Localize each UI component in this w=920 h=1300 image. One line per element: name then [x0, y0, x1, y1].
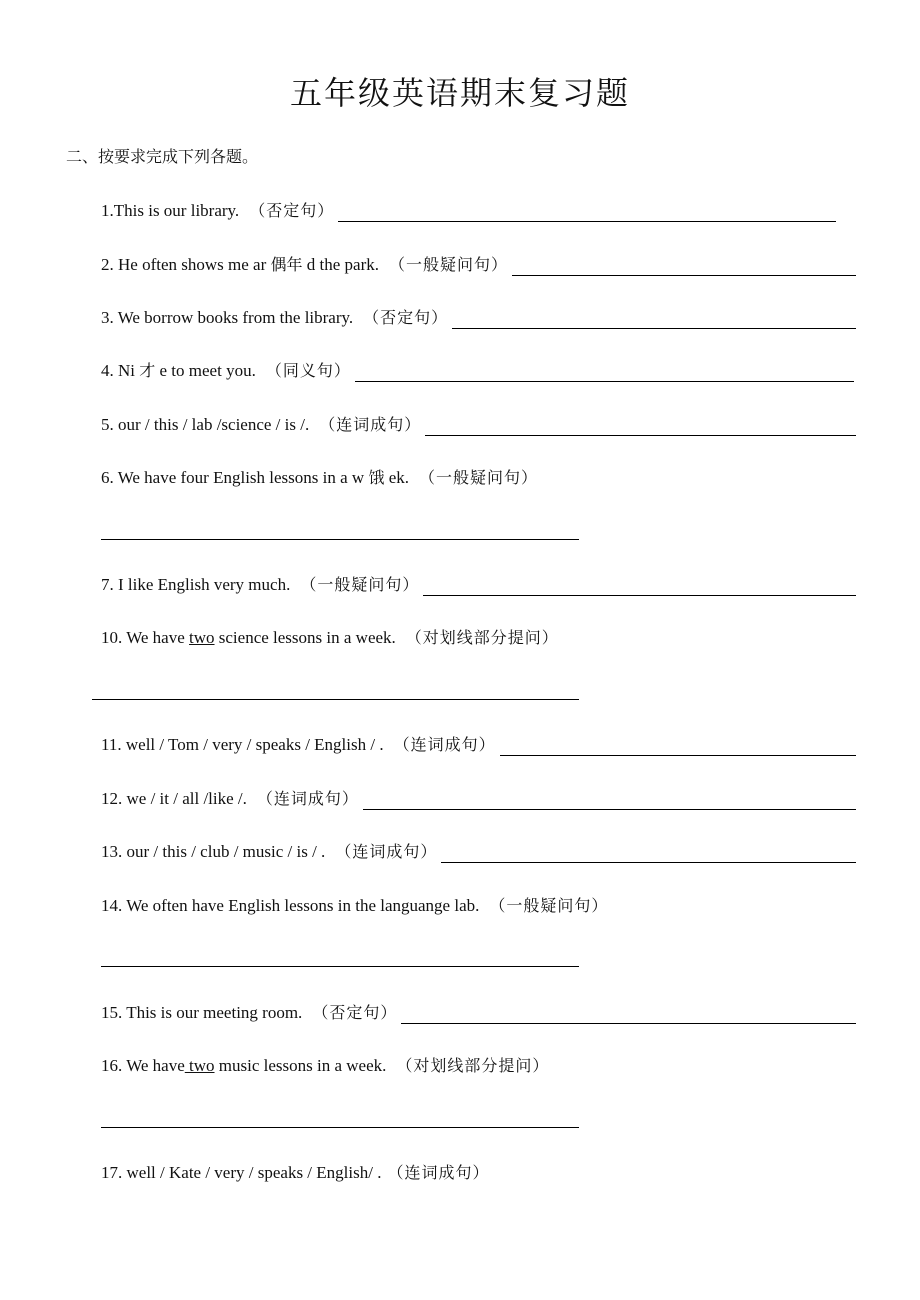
answer-line[interactable]: [452, 308, 856, 329]
question-hint: （一般疑问句）: [300, 575, 420, 594]
question-1: [101, 192, 836, 222]
answer-line[interactable]: [500, 735, 856, 756]
answer-line[interactable]: [423, 575, 856, 596]
question-text: 11. well / Tom / very / speaks / English / .: [101, 735, 384, 754]
question-text: 7. I like English very much.: [101, 575, 291, 594]
question-text: 16. We have two music lessons in a week.: [101, 1056, 387, 1075]
page-title: 五年级英语期末复习题: [289, 74, 630, 112]
question-14: [101, 887, 608, 917]
question-hint: （连词成句）: [387, 1163, 490, 1182]
answer-line[interactable]: [355, 361, 854, 382]
question-text: 1.This is our library.: [101, 201, 240, 220]
answer-line[interactable]: [363, 789, 856, 810]
question-hint: （一般疑问句）: [389, 255, 509, 274]
question-3: [101, 299, 856, 329]
question-text: 5. our / this / lab /science / is /.: [101, 415, 310, 434]
underlined-word: two: [189, 628, 215, 647]
underlined-word: two: [184, 1056, 215, 1075]
section-heading: 二、按要求完成下列各题。: [66, 147, 259, 166]
answer-line[interactable]: [338, 201, 836, 222]
answer-line[interactable]: [441, 842, 856, 863]
question-hint: （一般疑问句）: [419, 468, 539, 487]
question-text: 13. our / this / club / music / is / .: [101, 842, 326, 861]
question-hint: （否定句）: [363, 308, 449, 327]
question-16: [101, 1047, 549, 1077]
question-text: 4. Ni 才 e to meet you.: [101, 361, 256, 380]
answer-line[interactable]: [101, 1127, 579, 1128]
question-hint: （一般疑问句）: [489, 896, 609, 915]
answer-line[interactable]: [101, 539, 579, 540]
question-text: 2. He often shows me ar 偶年 d the park.: [101, 255, 379, 274]
question-11: [101, 726, 856, 756]
question-hint: （对划线部分提问）: [405, 628, 559, 647]
question-text: 10. We have two science lessons in a week.: [101, 628, 396, 647]
question-15: [101, 994, 856, 1024]
question-hint: （连词成句）: [256, 789, 359, 808]
question-text: 6. We have four English lessons in a w 饿 ek.: [101, 468, 410, 487]
question-5: [101, 406, 856, 436]
question-17: [101, 1154, 489, 1184]
question-hint: （连词成句）: [335, 842, 438, 861]
answer-line[interactable]: [92, 699, 579, 700]
question-text: 3. We borrow books from the library.: [101, 308, 354, 327]
question-6: [101, 459, 538, 489]
question-hint: （对划线部分提问）: [396, 1056, 550, 1075]
question-hint: （否定句）: [312, 1003, 398, 1022]
question-hint: （同义句）: [265, 361, 351, 380]
answer-line[interactable]: [401, 1003, 856, 1024]
question-4: [101, 352, 854, 382]
question-2: [101, 246, 856, 276]
question-text: 15. This is our meeting room.: [101, 1003, 303, 1022]
answer-line[interactable]: [512, 255, 856, 276]
answer-line[interactable]: [425, 415, 856, 436]
question-10: [101, 619, 559, 649]
question-13: [101, 833, 856, 863]
question-7: [101, 566, 856, 596]
question-text: 17. well / Kate / very / speaks / English/ .: [101, 1163, 382, 1182]
question-12: [101, 780, 856, 810]
question-text: 12. we / it / all /like /.: [101, 789, 247, 808]
question-text: 14. We often have English lessons in the languange lab.: [101, 896, 480, 915]
answer-line[interactable]: [101, 966, 579, 967]
question-hint: （连词成句）: [319, 415, 422, 434]
question-hint: （连词成句）: [393, 735, 496, 754]
question-hint: （否定句）: [249, 201, 335, 220]
